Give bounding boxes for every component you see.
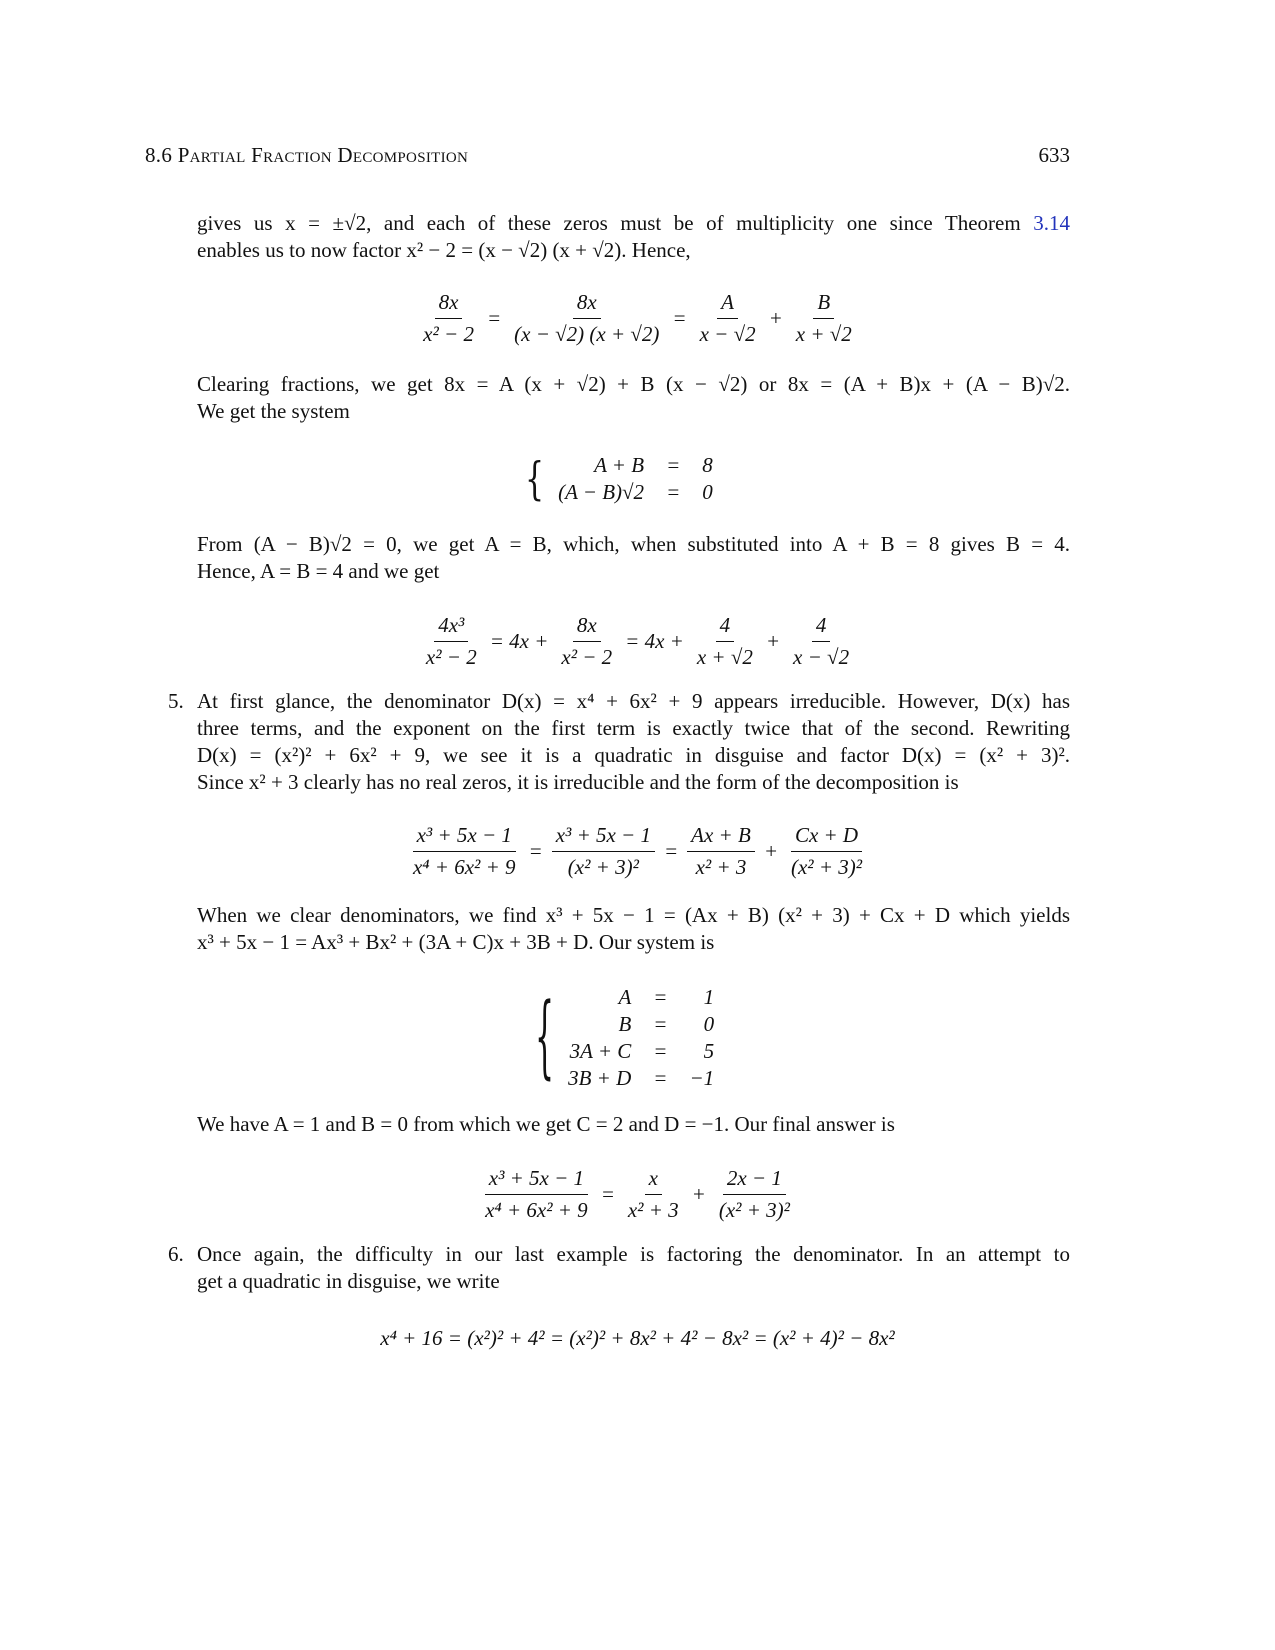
- equation-cell: 3A + C: [569, 1039, 632, 1063]
- fraction-numerator: x³ + 5x − 1: [552, 823, 655, 852]
- math-operator: =: [663, 839, 679, 863]
- math-operator: +: [763, 839, 778, 863]
- paragraph-clearing: [197, 371, 1070, 425]
- equation-row: [562, 1065, 720, 1092]
- text-line: enables us to now factor x² − 2 = (x − √2) (x + √2). Hence,: [197, 238, 691, 262]
- math-operator: =: [600, 1182, 615, 1206]
- text-line: Once again, the difficulty in our last example is factoring the denominator. In an attempt to: [197, 1242, 1070, 1266]
- text-line: From (A − B)√2 = 0, we get A = B, which, when substituted into A + B = 8 gives B = 4.: [197, 532, 1070, 556]
- equation-cell: =: [653, 1012, 668, 1036]
- fraction-denominator: x − √2: [793, 645, 850, 669]
- fraction-denominator: x² − 2: [423, 322, 474, 346]
- math-operator: +: [768, 306, 783, 330]
- fraction-numerator: 2x − 1: [723, 1166, 786, 1195]
- left-brace-icon: {: [525, 452, 545, 506]
- fraction: [624, 1166, 683, 1223]
- math-operator: =: [672, 306, 687, 330]
- paragraph-clear-denominators: [197, 902, 1070, 956]
- system-of-equations-2: [535, 984, 720, 1092]
- equation-cell: =: [653, 985, 668, 1009]
- fraction: [409, 823, 520, 880]
- equation-cell: 5: [703, 1039, 715, 1063]
- fraction: [510, 290, 663, 347]
- equation-row: [552, 452, 719, 479]
- fraction: [687, 823, 755, 880]
- fraction: [552, 823, 655, 880]
- equation-cell: B: [618, 1012, 632, 1036]
- fraction-numerator: 4: [812, 613, 831, 642]
- fraction-numerator: x³ + 5x − 1: [485, 1166, 588, 1195]
- fraction-numerator: x: [645, 1166, 662, 1195]
- text-line: D(x) = (x²)² + 6x² + 9, we see it is a quadratic in disguise and factor D(x) = (x² + 3)².: [197, 743, 1070, 767]
- fraction-denominator: x² + 3: [695, 855, 747, 879]
- text-line: Clearing fractions, we get 8x = A (x + √2) + B (x − √2) or 8x = (A + B)x + (A − B)√2.: [197, 372, 1070, 396]
- fraction-denominator: x⁴ + 6x² + 9: [485, 1198, 588, 1222]
- math-operator: +: [765, 629, 781, 653]
- fraction-numerator: Ax + B: [687, 823, 755, 852]
- fraction-denominator: x + √2: [696, 645, 753, 669]
- fraction-numerator: x³ + 5x − 1: [413, 823, 516, 852]
- fraction-denominator: (x² + 3)²: [718, 1198, 790, 1222]
- section-title: 8.6 Partial Fraction Decomposition: [145, 143, 469, 167]
- equation-cell: 0: [702, 480, 713, 504]
- system-of-equations-1: [525, 452, 719, 506]
- fraction: [787, 823, 866, 880]
- equation-quadratic-disguise: [0, 1326, 1275, 1351]
- fraction-denominator: x − √2: [699, 322, 756, 346]
- fraction: [792, 290, 856, 347]
- fraction: [696, 290, 760, 347]
- fraction-numerator: 8x: [435, 290, 463, 319]
- item-6: [168, 1241, 1070, 1295]
- text-line: Since x² + 3 clearly has no real zeros, it is irreducible and the form of the decomposition is: [197, 770, 959, 794]
- math-operator: =: [486, 306, 502, 330]
- fraction-denominator: x² − 2: [561, 645, 613, 669]
- equation-row: [562, 984, 720, 1011]
- page-header: [145, 143, 1070, 168]
- text: gives us x = ±√2, and each of these zeros must be of multiplicity one since Theorem: [197, 211, 1034, 235]
- fraction-denominator: x² + 3: [627, 1198, 679, 1222]
- equation-row: [552, 479, 719, 506]
- fraction: [715, 1166, 794, 1223]
- fraction-denominator: x + √2: [795, 322, 852, 346]
- text-line: Hence, A = B = 4 and we get: [197, 559, 440, 583]
- equation-cell: 8: [702, 453, 713, 477]
- fraction-numerator: 8x: [573, 290, 601, 319]
- equation-final-answer: [0, 1166, 1275, 1223]
- equation-row: [562, 1038, 720, 1065]
- equation-cell: =: [666, 480, 681, 504]
- fraction-denominator: (x² + 3)²: [567, 855, 639, 879]
- equation-decomposition-2: [0, 823, 1275, 880]
- fraction-denominator: (x² + 3)²: [790, 855, 863, 879]
- item-number: 6.: [168, 1242, 184, 1266]
- equation-cell: =: [666, 453, 681, 477]
- fraction-numerator: B: [813, 290, 834, 319]
- fraction: [693, 613, 757, 670]
- equation-decomposition-1: [0, 290, 1275, 347]
- math-operator: = 4x +: [489, 629, 549, 653]
- item-5: [168, 688, 1070, 796]
- equation-cell: 3B + D: [568, 1066, 632, 1090]
- equation-cell: 0: [703, 1012, 715, 1036]
- text-line: three terms, and the exponent on the first term is exactly twice that of the second. Rewriting: [197, 716, 1070, 740]
- text-line: We get the system: [197, 399, 350, 423]
- fraction-numerator: 4: [716, 613, 735, 642]
- paragraph-final: [197, 1111, 1070, 1138]
- math-operator: x⁴ + 16 = (x²)² + 4² = (x²)² + 8x² + 4² − 8x² = (x² + 4)² − 8x²: [380, 1326, 895, 1350]
- text-line: x³ + 5x − 1 = Ax³ + Bx² + (3A + C)x + 3B + D. Our system is: [197, 930, 715, 954]
- equation-cell: =: [653, 1039, 668, 1063]
- fraction: [422, 613, 481, 670]
- equation-table: [562, 984, 720, 1092]
- text-line: At first glance, the denominator D(x) = x⁴ + 6x² + 9 appears irreducible. However, D(x) has: [197, 689, 1070, 713]
- equation-row: [562, 1011, 720, 1038]
- fraction: [419, 290, 478, 347]
- paragraph-zeros: [197, 210, 1070, 264]
- equation-cell: (A − B)√2: [558, 480, 645, 504]
- fraction-numerator: 4x³: [434, 613, 468, 642]
- fraction: [557, 613, 616, 670]
- fraction: [789, 613, 853, 670]
- equation-result-1: [0, 613, 1275, 670]
- fraction-denominator: (x − √2) (x + √2): [514, 322, 660, 346]
- page-number: 633: [1038, 143, 1070, 167]
- fraction-denominator: x² − 2: [425, 645, 477, 669]
- left-brace-icon: {: [535, 985, 555, 1091]
- equation-cell: 1: [703, 985, 715, 1009]
- math-operator: +: [691, 1182, 706, 1206]
- equation-table: [552, 452, 719, 506]
- fraction-numerator: 8x: [573, 613, 601, 642]
- fraction-denominator: x⁴ + 6x² + 9: [412, 855, 516, 879]
- equation-cell: −1: [689, 1066, 715, 1090]
- item-number: 5.: [168, 689, 184, 713]
- math-operator: =: [528, 839, 543, 863]
- fraction: [481, 1166, 592, 1223]
- fraction-numerator: A: [717, 290, 738, 319]
- text-line: When we clear denominators, we find x³ + 5x − 1 = (Ax + B) (x² + 3) + Cx + D which yields: [197, 903, 1070, 927]
- paragraph-from: [197, 531, 1070, 585]
- equation-cell: A: [618, 985, 632, 1009]
- text-line: [197, 210, 1070, 237]
- equation-cell: A + B: [594, 453, 645, 477]
- fraction-numerator: Cx + D: [791, 823, 862, 852]
- theorem-link[interactable]: 3.14: [1033, 211, 1070, 235]
- equation-cell: =: [653, 1066, 668, 1090]
- text-line: get a quadratic in disguise, we write: [197, 1269, 500, 1293]
- text-line: We have A = 1 and B = 0 from which we get C = 2 and D = −1. Our final answer is: [197, 1112, 895, 1136]
- math-operator: = 4x +: [625, 629, 684, 653]
